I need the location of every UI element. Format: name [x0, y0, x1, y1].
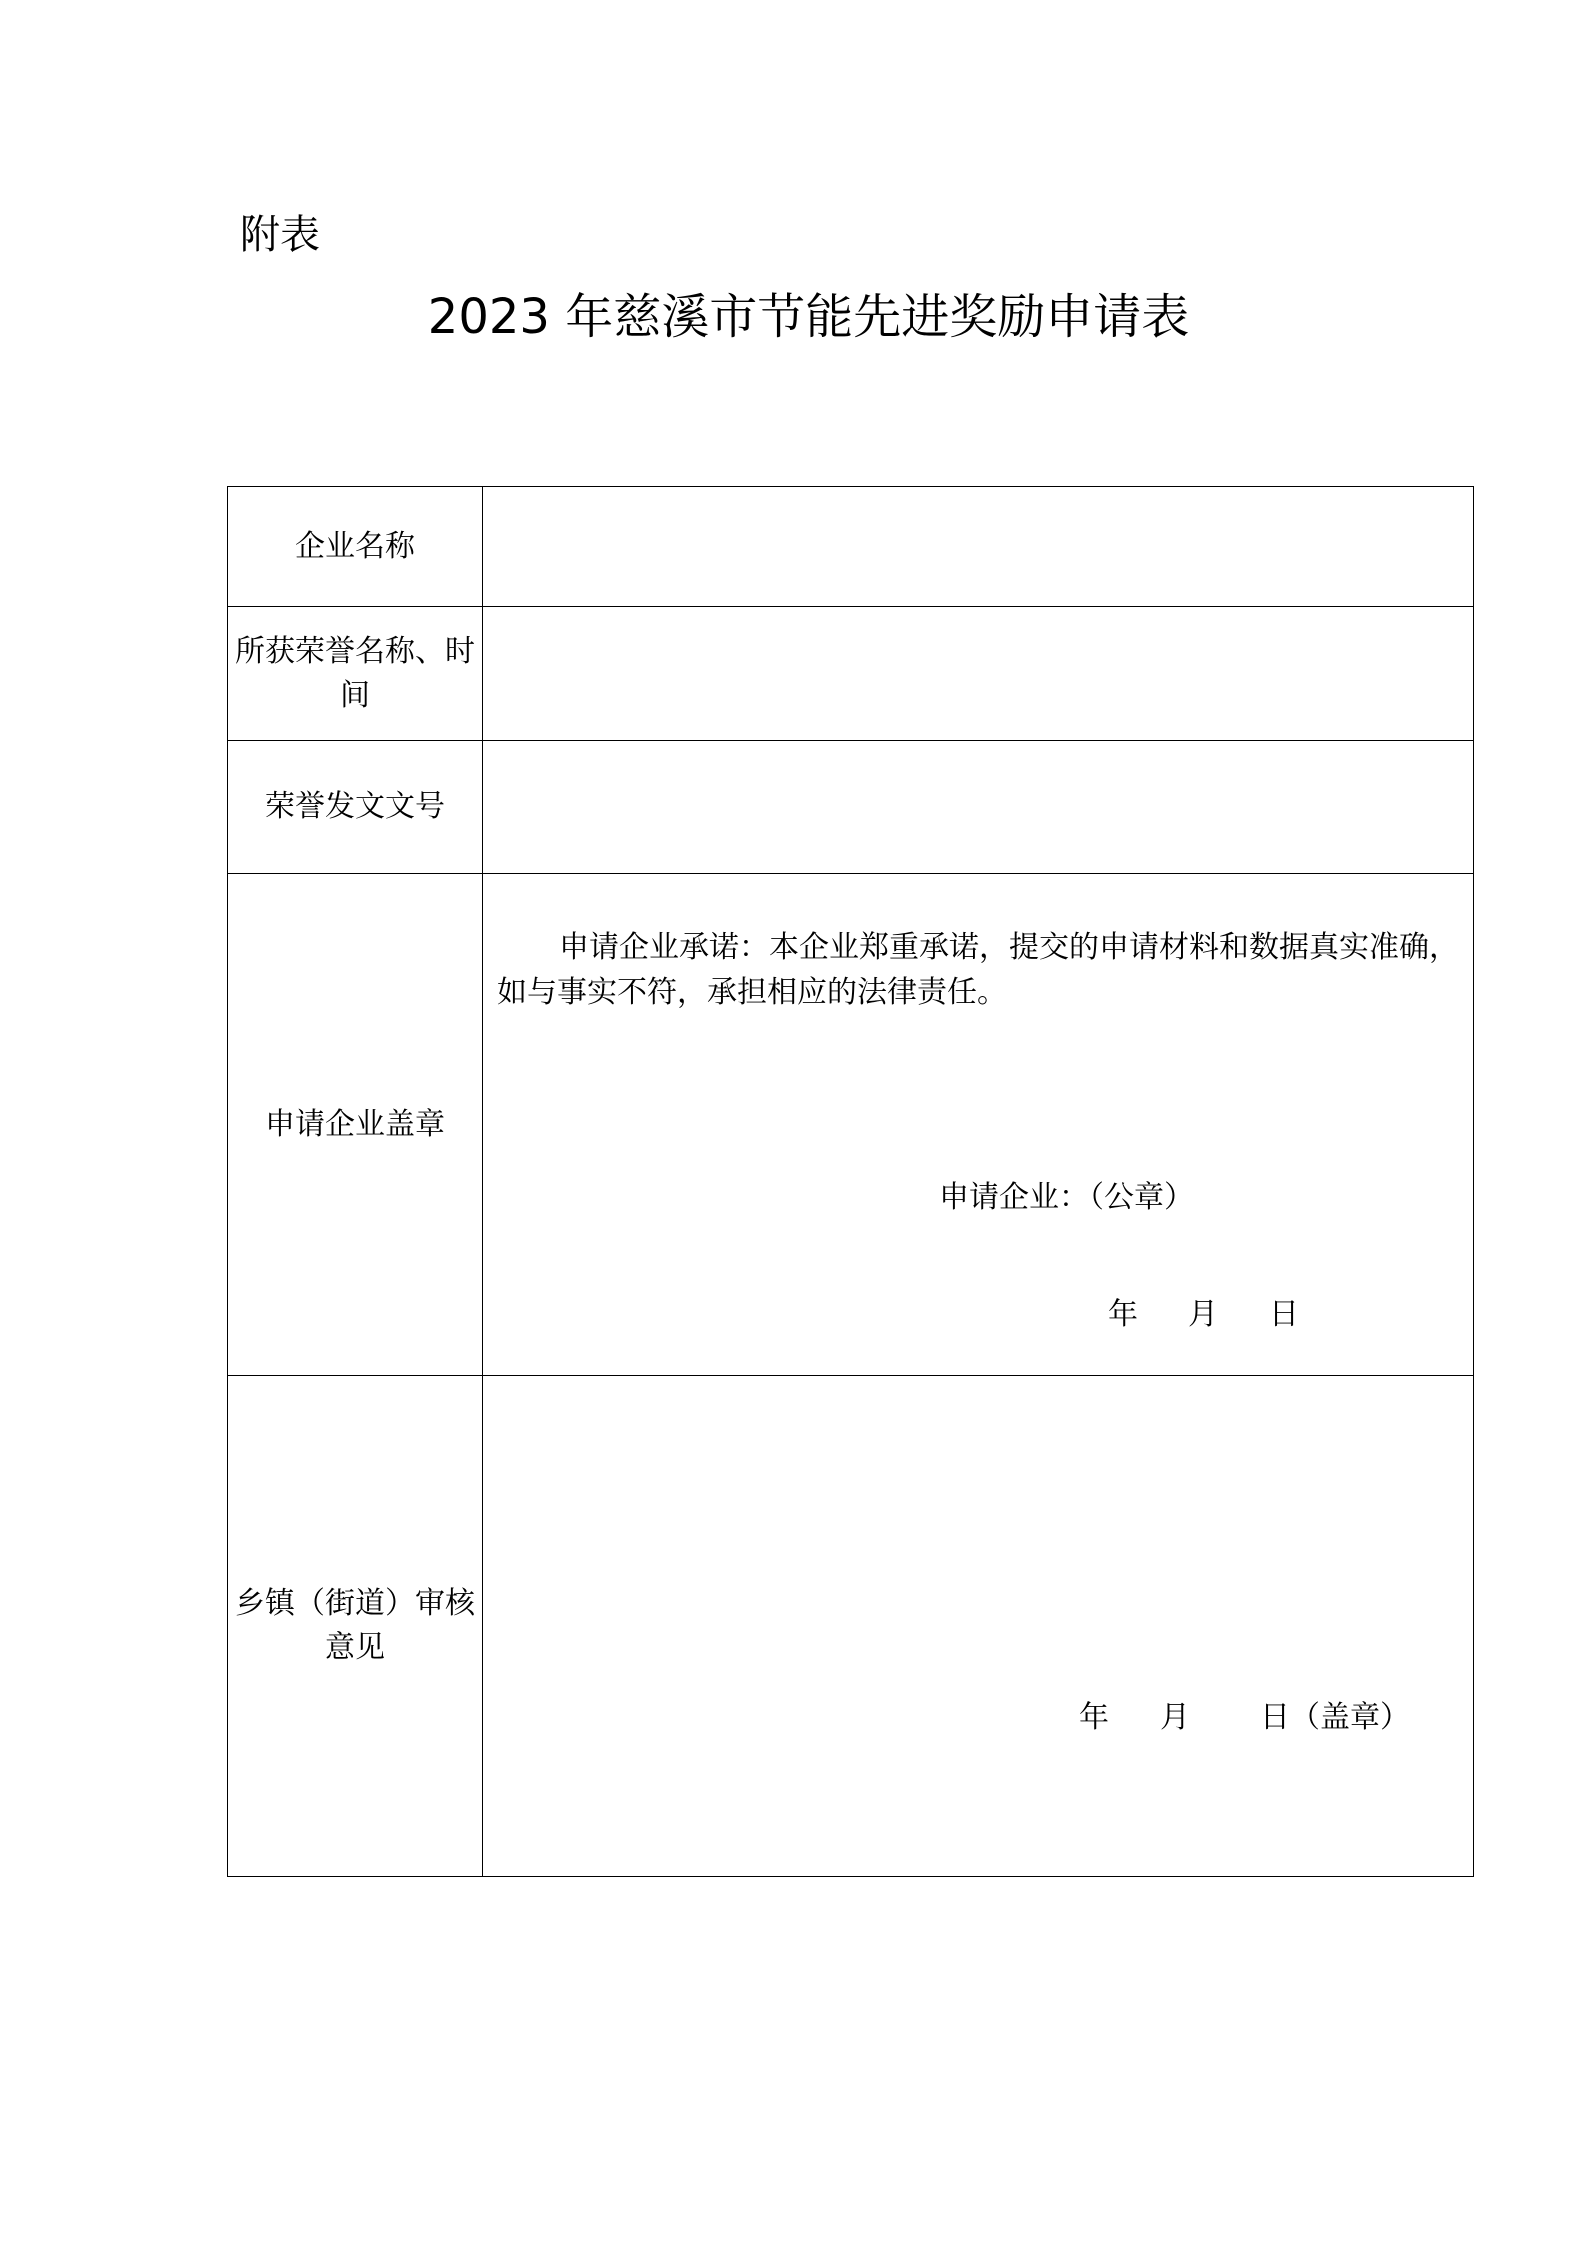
field-honor-name-time[interactable] — [483, 607, 1474, 741]
review-date-line — [1079, 1696, 1410, 1740]
document-title: 2023 年慈溪市节能先进奖励申请表 — [427, 289, 1190, 345]
review-date-month-label: 月 — [1160, 1700, 1190, 1735]
application-form-table — [227, 486, 1474, 1877]
label-applicant-seal: 申请企业盖章 — [228, 874, 483, 1376]
field-township-review — [483, 1376, 1474, 1877]
review-date-year-label: 年 — [1079, 1700, 1109, 1735]
label-honor-name-time: 所获荣誉名称、时间 — [228, 607, 483, 741]
label-township-review: 乡镇（街道）审核意见 — [228, 1376, 483, 1877]
review-date-day-seal-label: 日（盖章） — [1260, 1700, 1410, 1735]
date-month-label: 月 — [1188, 1297, 1218, 1332]
field-honor-document-number[interactable] — [483, 741, 1474, 874]
attachment-label: 附表 — [240, 212, 320, 258]
form-row-honor-name-time — [228, 607, 1474, 741]
date-day-label: 日 — [1269, 1297, 1299, 1332]
date-year-label: 年 — [1108, 1297, 1138, 1332]
form-row-applicant-seal — [228, 874, 1474, 1376]
applicant-seal-label: 申请企业：（公章） — [939, 1180, 1194, 1215]
form-row-township-review — [228, 1376, 1474, 1877]
label-company-name: 企业名称 — [228, 487, 483, 607]
form-row-honor-document-number — [228, 741, 1474, 874]
label-honor-document-number: 荣誉发文文号 — [228, 741, 483, 874]
applicant-date-line — [1108, 1293, 1299, 1337]
form-row-company-name — [228, 487, 1474, 607]
field-applicant-seal — [483, 874, 1474, 1376]
applicant-pledge-text: 申请企业承诺：本企业郑重承诺，提交的申请材料和数据真实准确，如与事实不符，承担相应的法律责任。 — [497, 930, 1459, 1010]
field-company-name[interactable] — [483, 487, 1474, 607]
